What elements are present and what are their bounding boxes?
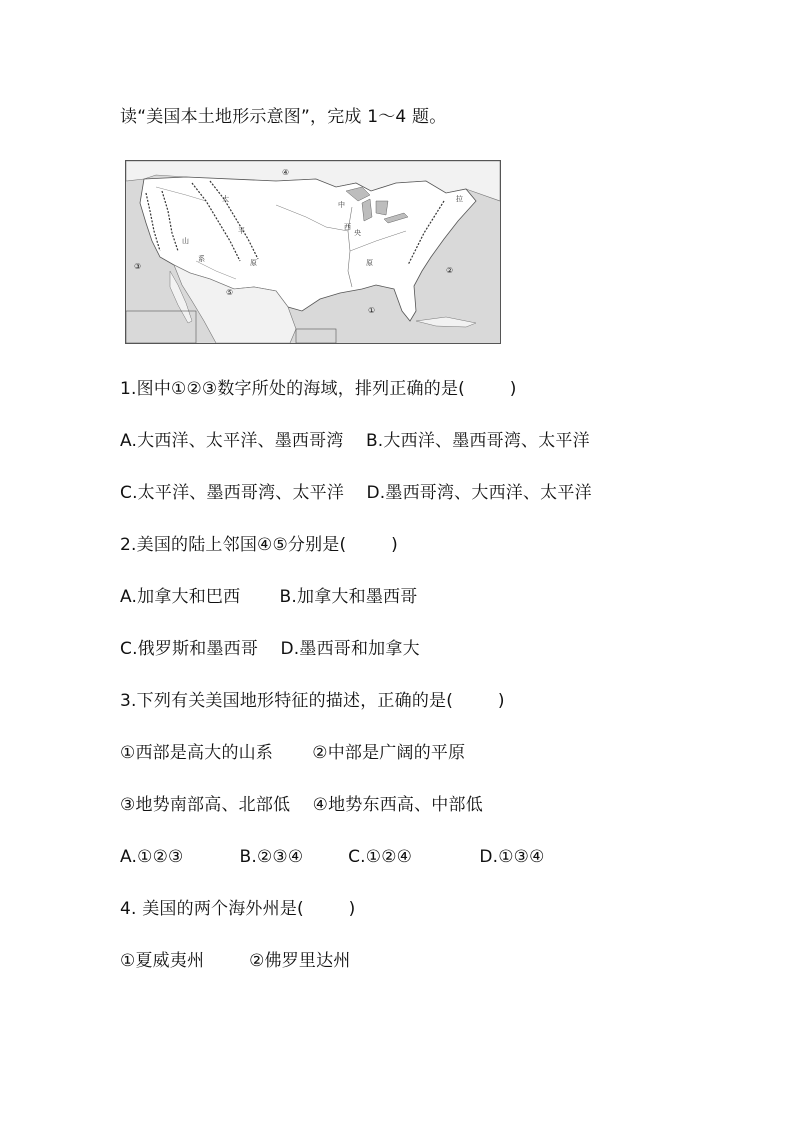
map-label-3: ③ <box>134 262 142 271</box>
map-text-ping: 平 <box>238 227 245 235</box>
map-text-la: 拉 <box>456 195 463 203</box>
map-text-yang: 央 <box>354 229 361 237</box>
question-1-options-cd: C.太平洋、墨西哥湾、太平洋 D.墨西哥湾、大西洋、太平洋 <box>120 483 592 503</box>
question-2-options-cd: C.俄罗斯和墨西哥 D.墨西哥和加拿大 <box>120 639 420 659</box>
map-text-xi-system: 系 <box>198 255 205 263</box>
question-4-stem: 4. 美国的两个海外州是( ) <box>120 899 356 919</box>
map-label-5: ⑤ <box>226 288 234 297</box>
map-text-yuan-1: 原 <box>250 259 257 267</box>
question-3-statements-34: ③地势南部高、北部低 ④地势东西高、中部低 <box>120 795 483 815</box>
us-terrain-map <box>125 160 501 344</box>
intro-text: 读“美国本土地形示意图”，完成 1～4 题。 <box>120 107 447 127</box>
question-4-statements: ①夏威夷州 ②佛罗里达州 <box>120 951 351 971</box>
cuba-island <box>416 317 476 327</box>
map-text-xi: 西 <box>344 223 351 231</box>
map-label-4: ④ <box>282 168 290 177</box>
map-text-zhong: 中 <box>338 201 345 209</box>
map-text-da: 大 <box>222 195 229 203</box>
question-1-stem: 1.图中①②③数字所处的海域，排列正确的是( ) <box>120 379 517 399</box>
question-3-statements-12: ①西部是高大的山系 ②中部是广阔的平原 <box>120 743 466 763</box>
lake-michigan <box>362 199 372 221</box>
lake-huron <box>376 201 388 215</box>
usa-land <box>140 177 476 321</box>
question-1-options-ab: A.大西洋、太平洋、墨西哥湾 B.大西洋、墨西哥湾、太平洋 <box>120 431 590 451</box>
map-label-2: ② <box>446 266 454 275</box>
hawaii-inset <box>296 329 336 343</box>
question-3-stem: 3.下列有关美国地形特征的描述，正确的是( ) <box>120 691 505 711</box>
question-2-stem: 2.美国的陆上邻国④⑤分别是( ) <box>120 535 398 555</box>
question-2-options-ab: A.加拿大和巴西 B.加拿大和墨西哥 <box>120 587 418 607</box>
map-label-1: ① <box>368 306 376 315</box>
question-3-options: A.①②③ B.②③④ C.①②④ D.①③④ <box>120 847 545 867</box>
map-text-shan: 山 <box>182 237 189 245</box>
map-text-yuan-2: 原 <box>366 259 373 267</box>
